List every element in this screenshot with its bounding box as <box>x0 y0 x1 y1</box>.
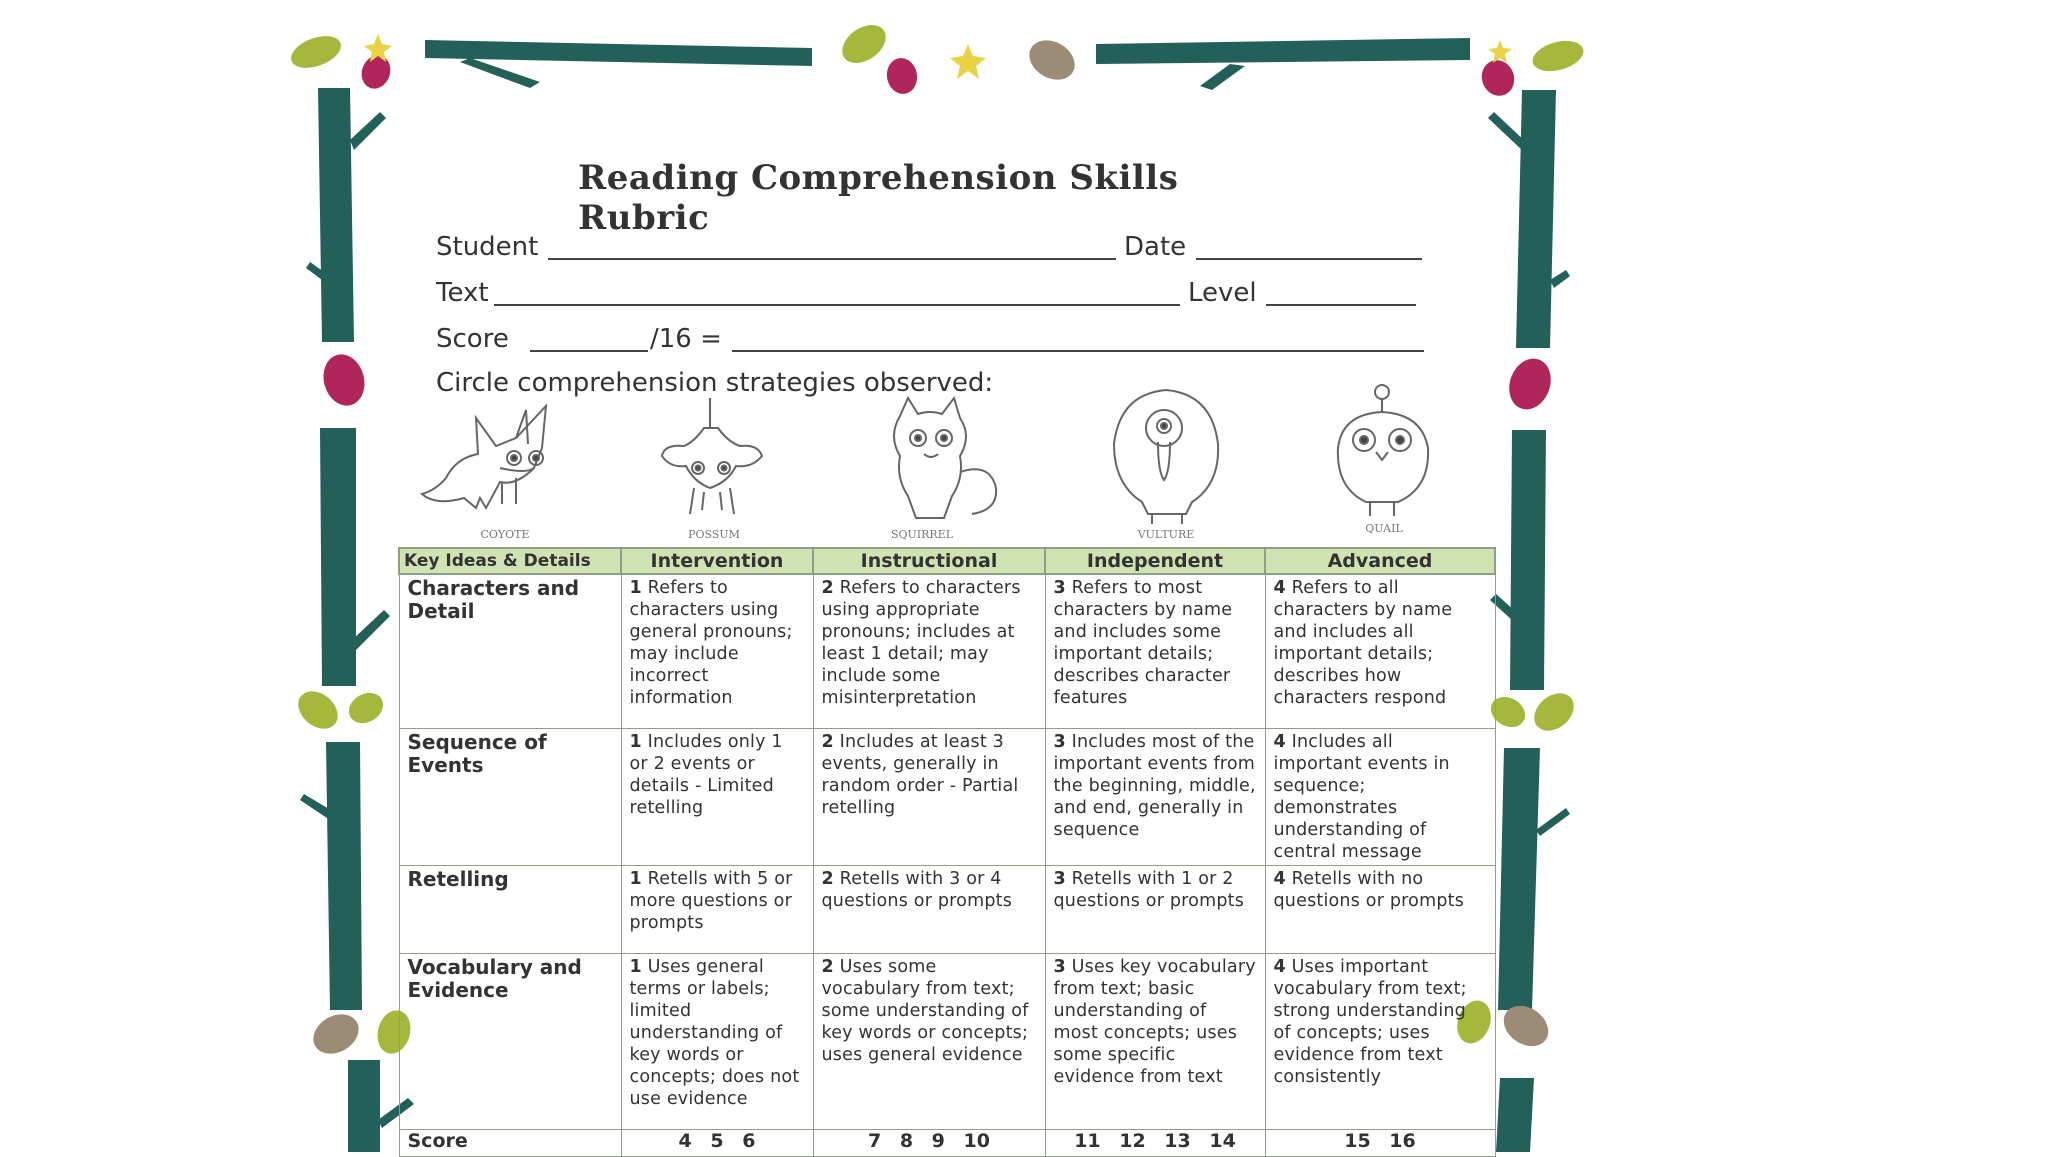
squirrel-icon[interactable] <box>860 392 1010 542</box>
top-right-branch <box>1096 38 1470 64</box>
criteria-cell[interactable]: 1 Uses general terms or labels; limited understanding of key words or concepts; does not use evidence <box>621 953 813 1129</box>
header-advanced: Advanced <box>1265 548 1495 574</box>
criteria-cell[interactable]: 3 Retells with 1 or 2 questions or prompts <box>1045 865 1265 953</box>
score-row-label: Score <box>399 1129 621 1156</box>
score-blank[interactable] <box>530 350 648 352</box>
top-left-branch <box>425 40 812 66</box>
score-label: Score <box>436 324 509 354</box>
header-instructional: Instructional <box>813 548 1045 574</box>
criteria-cell[interactable]: 2 Includes at least 3 events, generally in random order - Partial retelling <box>813 728 1045 865</box>
score-range-intervention[interactable]: 4 5 6 <box>621 1129 813 1156</box>
text-label: Text <box>436 278 489 308</box>
table-row <box>399 953 1495 1129</box>
criteria-cell[interactable]: 1 Includes only 1 or 2 events or details - Limited retelling <box>621 728 813 865</box>
table-row <box>399 728 1495 865</box>
right-trunk <box>1516 90 1556 348</box>
criteria-cell[interactable]: 2 Refers to characters using appropriate pronouns; includes at least 1 detail; may include some misinterpretation <box>813 574 1045 728</box>
star-icon <box>950 44 986 79</box>
left-trunk <box>318 88 354 342</box>
score-range-instructional[interactable]: 7 8 9 10 <box>813 1129 1045 1156</box>
possum-caption: POSSUM <box>688 528 740 541</box>
student-label: Student <box>436 232 539 262</box>
coyote-icon[interactable] <box>416 398 596 540</box>
row-label-retelling: Retelling <box>399 865 621 953</box>
coyote-caption: COYOTE <box>480 528 530 541</box>
quail-caption: QUAIL <box>1365 522 1403 535</box>
level-label: Level <box>1188 278 1257 308</box>
header-intervention: Intervention <box>621 548 813 574</box>
criteria-cell[interactable]: 2 Retells with 3 or 4 questions or prompts <box>813 865 1045 953</box>
squirrel-caption: SQUIRREL <box>890 528 954 541</box>
row-label-characters: Characters and Detail <box>399 574 621 728</box>
criteria-cell[interactable]: 4 Retells with no questions or prompts <box>1265 865 1495 953</box>
header-independent: Independent <box>1045 548 1265 574</box>
criteria-cell[interactable]: 1 Refers to characters using general pronouns; may include incorrect information <box>621 574 813 728</box>
score-range-advanced[interactable]: 15 16 <box>1265 1129 1495 1156</box>
criteria-cell[interactable]: 3 Includes most of the important events from the beginning, middle, and end, generally in sequence <box>1045 728 1265 865</box>
date-blank[interactable] <box>1196 258 1422 260</box>
text-blank[interactable] <box>494 304 1180 306</box>
possum-icon[interactable] <box>654 392 774 540</box>
date-label: Date <box>1124 232 1187 262</box>
score-range-independent[interactable]: 11 12 13 14 <box>1045 1129 1265 1156</box>
score-percent-blank[interactable] <box>732 350 1424 352</box>
rubric-header-row <box>399 548 1495 574</box>
quail-icon[interactable] <box>1326 378 1444 534</box>
star-icon <box>1488 40 1512 63</box>
criteria-cell[interactable]: 1 Retells with 5 or more questions or prompts <box>621 865 813 953</box>
header-key-ideas: Key Ideas & Details <box>399 548 621 574</box>
leaf <box>287 30 345 74</box>
table-row <box>399 865 1495 953</box>
vulture-icon[interactable] <box>1102 384 1232 540</box>
criteria-cell[interactable]: 4 Includes all important events in sequence; demonstrates understanding of central message <box>1265 728 1495 865</box>
criteria-cell[interactable]: 3 Refers to most characters by name and includes some important details; describes character features <box>1045 574 1265 728</box>
vulture-caption: VULTURE <box>1137 528 1195 541</box>
criteria-cell[interactable]: 4 Refers to all characters by name and includes all important details; describes how characters respond <box>1265 574 1495 728</box>
criteria-cell[interactable]: 4 Uses important vocabulary from text; strong understanding of concepts; uses evidence from text consistently <box>1265 953 1495 1129</box>
page-title: Reading Comprehension Skills Rubric <box>578 158 1179 238</box>
criteria-cell[interactable]: 3 Uses key vocabulary from text; basic understanding of most concepts; uses some specific evidence from text <box>1045 953 1265 1129</box>
strategies-label: Circle comprehension strategies observed: <box>436 368 994 398</box>
score-total-label: /16 = <box>650 324 722 354</box>
row-label-sequence: Sequence of Events <box>399 728 621 865</box>
rubric-table <box>398 547 1496 1157</box>
criteria-cell[interactable]: 2 Uses some vocabulary from text; some understanding of key words or concepts; uses general evidence <box>813 953 1045 1129</box>
row-label-vocabulary: Vocabulary and Evidence <box>399 953 621 1129</box>
level-blank[interactable] <box>1266 304 1416 306</box>
table-row <box>399 574 1495 728</box>
student-blank[interactable] <box>548 258 1116 260</box>
